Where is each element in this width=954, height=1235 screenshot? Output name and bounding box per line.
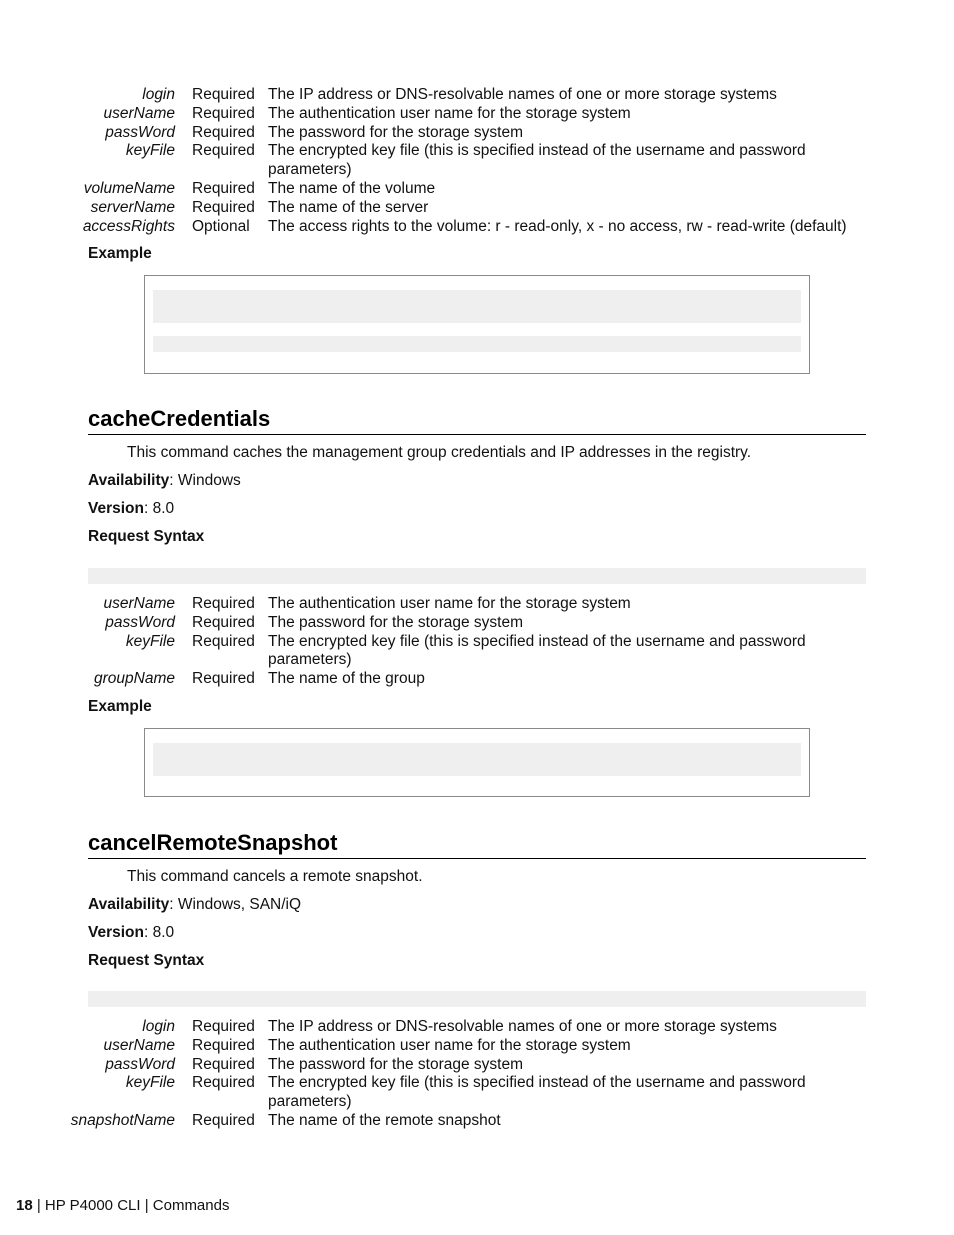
param-requirement: Required bbox=[192, 104, 255, 122]
param-row bbox=[0, 105, 954, 124]
param-name: keyFile bbox=[125, 632, 175, 650]
param-name: passWord bbox=[105, 123, 175, 141]
param-name: passWord bbox=[105, 1055, 175, 1073]
param-requirement: Required bbox=[192, 86, 255, 103]
param-requirement: Optional bbox=[192, 217, 250, 235]
code-line bbox=[153, 290, 801, 323]
footer-text: | HP P4000 CLI | Commands bbox=[32, 1197, 230, 1214]
code-line bbox=[153, 336, 801, 352]
version-value: : 8.0 bbox=[144, 924, 175, 941]
param-table-top bbox=[0, 86, 954, 236]
param-description: The IP address or DNS-resolvable names of one or more storage systems bbox=[268, 86, 777, 103]
param-row bbox=[0, 1074, 954, 1112]
param-name: accessRights bbox=[82, 217, 175, 235]
param-description: The password for the storage system bbox=[268, 1055, 524, 1073]
param-row bbox=[0, 595, 954, 614]
param-name: login bbox=[142, 86, 175, 103]
param-name: snapshotName bbox=[70, 1111, 175, 1129]
param-requirement: Required bbox=[192, 198, 255, 216]
param-name: userName bbox=[103, 104, 175, 122]
param-row bbox=[0, 1112, 954, 1131]
param-description: The name of the remote snapshot bbox=[268, 1111, 501, 1129]
availability-value: : Windows, SAN/iQ bbox=[169, 896, 302, 913]
param-requirement: Required bbox=[192, 595, 255, 612]
param-row bbox=[0, 218, 954, 237]
param-name: keyFile bbox=[125, 1074, 175, 1092]
param-description: The encrypted key file (this is specified instead of the username and password parameters) bbox=[268, 142, 806, 179]
param-row bbox=[0, 86, 954, 105]
param-requirement: Required bbox=[192, 632, 255, 650]
param-requirement: Required bbox=[192, 142, 255, 160]
param-description: The encrypted key file (this is specified instead of the username and password parameters) bbox=[268, 1074, 806, 1111]
param-requirement: Required bbox=[192, 123, 255, 141]
param-description: The IP address or DNS-resolvable names of one or more storage systems bbox=[268, 1018, 777, 1035]
section-heading: cancelRemoteSnapshot bbox=[88, 830, 866, 859]
param-table-cachecredentials bbox=[0, 595, 954, 689]
param-name: login bbox=[142, 1018, 175, 1035]
example-label: Example bbox=[88, 245, 152, 262]
param-name: serverName bbox=[90, 198, 175, 216]
param-description: The authentication user name for the storage system bbox=[268, 595, 631, 612]
param-name: keyFile bbox=[125, 142, 175, 160]
param-row bbox=[0, 633, 954, 671]
param-row bbox=[0, 1037, 954, 1056]
version bbox=[88, 500, 174, 518]
example-code-box bbox=[144, 728, 810, 797]
availability-label: Availability bbox=[88, 472, 170, 489]
param-requirement: Required bbox=[192, 1055, 255, 1073]
param-description: The authentication user name for the storage system bbox=[268, 104, 631, 122]
param-description: The name of the server bbox=[268, 198, 429, 216]
param-row bbox=[0, 142, 954, 180]
param-name: userName bbox=[103, 1036, 175, 1054]
param-description: The name of the group bbox=[268, 670, 425, 688]
param-name: passWord bbox=[105, 613, 175, 631]
param-name: userName bbox=[103, 595, 175, 612]
param-description: The name of the volume bbox=[268, 179, 436, 197]
param-row bbox=[0, 670, 954, 689]
param-description: The encrypted key file (this is specified instead of the username and password parameters) bbox=[268, 632, 806, 669]
page-number: 18 bbox=[16, 1197, 33, 1214]
section-heading: cacheCredentials bbox=[88, 406, 866, 435]
param-requirement: Required bbox=[192, 1111, 255, 1129]
param-name: volumeName bbox=[83, 179, 175, 197]
param-description: The password for the storage system bbox=[268, 123, 524, 141]
param-requirement: Required bbox=[192, 1018, 255, 1035]
availability bbox=[88, 472, 241, 490]
param-description: The authentication user name for the storage system bbox=[268, 1036, 631, 1054]
param-requirement: Required bbox=[192, 1036, 255, 1054]
param-requirement: Required bbox=[192, 613, 255, 631]
section-intro: This command cancels a remote snapshot. bbox=[127, 868, 423, 885]
availability bbox=[88, 896, 301, 914]
request-syntax-label: Request Syntax bbox=[88, 528, 205, 545]
param-row bbox=[0, 124, 954, 143]
availability-label: Availability bbox=[88, 896, 170, 913]
request-syntax-label: Request Syntax bbox=[88, 952, 205, 969]
version-label: Version bbox=[88, 924, 144, 941]
page-footer bbox=[16, 1197, 229, 1214]
param-row bbox=[0, 1056, 954, 1075]
version bbox=[88, 924, 174, 942]
param-description: The password for the storage system bbox=[268, 613, 524, 631]
param-requirement: Required bbox=[192, 1074, 255, 1092]
code-line bbox=[153, 743, 801, 776]
param-description: The access rights to the volume: r - read-only, x - no access, rw - read-write (default) bbox=[268, 217, 847, 235]
param-table-cancelremotesnapshot bbox=[0, 1018, 954, 1131]
param-row bbox=[0, 199, 954, 218]
param-row bbox=[0, 180, 954, 199]
syntax-code-block bbox=[88, 568, 866, 584]
version-label: Version bbox=[88, 500, 144, 517]
section-intro: This command caches the management group credentials and IP addresses in the registry. bbox=[127, 444, 752, 461]
param-requirement: Required bbox=[192, 670, 255, 688]
example-label: Example bbox=[88, 698, 152, 715]
param-row bbox=[0, 1018, 954, 1037]
param-row bbox=[0, 614, 954, 633]
version-value: : 8.0 bbox=[144, 500, 175, 517]
param-name: groupName bbox=[94, 670, 175, 688]
syntax-code-block bbox=[88, 991, 866, 1007]
example-code-box bbox=[144, 275, 810, 374]
param-requirement: Required bbox=[192, 179, 255, 197]
availability-value: : Windows bbox=[169, 472, 241, 489]
